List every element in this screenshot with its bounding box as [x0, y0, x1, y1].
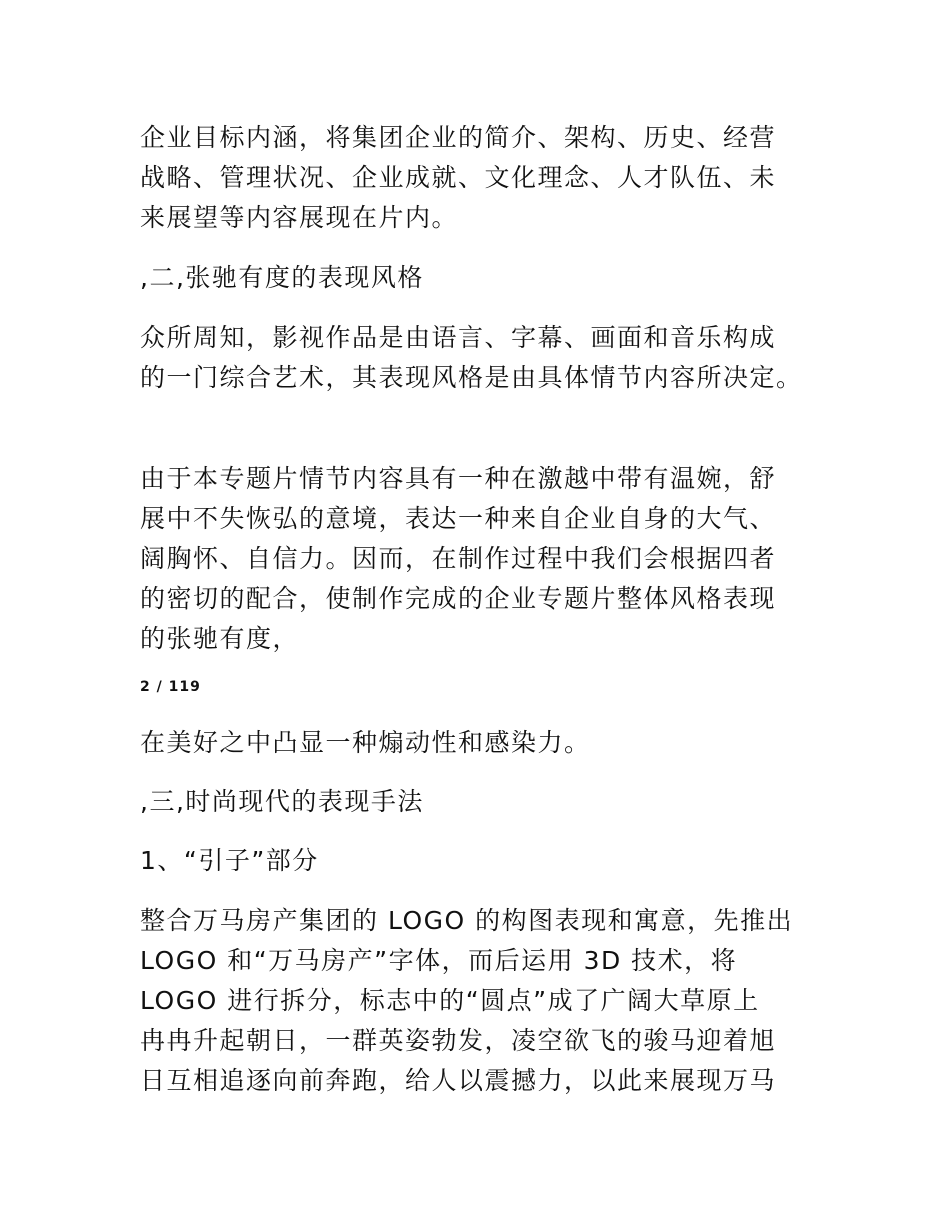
- paragraph-style-continued: 在美好之中凸显一种煽动性和感染力。: [140, 728, 591, 757]
- subheading-intro-part: 1、“引子”部分: [140, 846, 319, 875]
- paragraph-style-detail: 由于本专题片情节内容具有一种在激越中带有温婉，舒 展中不失恢弘的意境，表达一种来自企业自身的大气、 阔胸怀、自信力。因而，在制作过程中我们会根据四者 的密切的配合，使制作完成的企业专题片整体风格表现 的张驰有度，: [140, 464, 777, 653]
- paragraph-company-content: 企业目标内涵，将集团企业的简介、架构、历史、经营 战略、管理状况、企业成就、文化理念、人才队伍、未 来展望等内容展现在片内。: [140, 123, 777, 232]
- paragraph-logo-animation: 整合万马房产集团的 LOGO 的构图表现和寓意，先推出 LOGO 和“万马房产”字体，而后运用 3D 技术，将 LOGO 进行拆分，标志中的“圆点”成了广阔大草原上 冉冉升起朝日，一群英姿勃发，凌空欲飞的骏马迎着旭 日互相追逐向前奔跑，给人以震撼力，以此来展现万马: [140, 906, 794, 1095]
- page-number: 2 / 119: [140, 679, 201, 695]
- paragraph-style-intro: 众所周知，影视作品是由语言、字幕、画面和音乐构成 的一门综合艺术，其表现风格是由具体情节内容所决定。: [140, 323, 803, 392]
- section-heading-2: ,二,张驰有度的表现风格: [140, 263, 424, 292]
- section-heading-3: ,三,时尚现代的表现手法: [140, 787, 424, 816]
